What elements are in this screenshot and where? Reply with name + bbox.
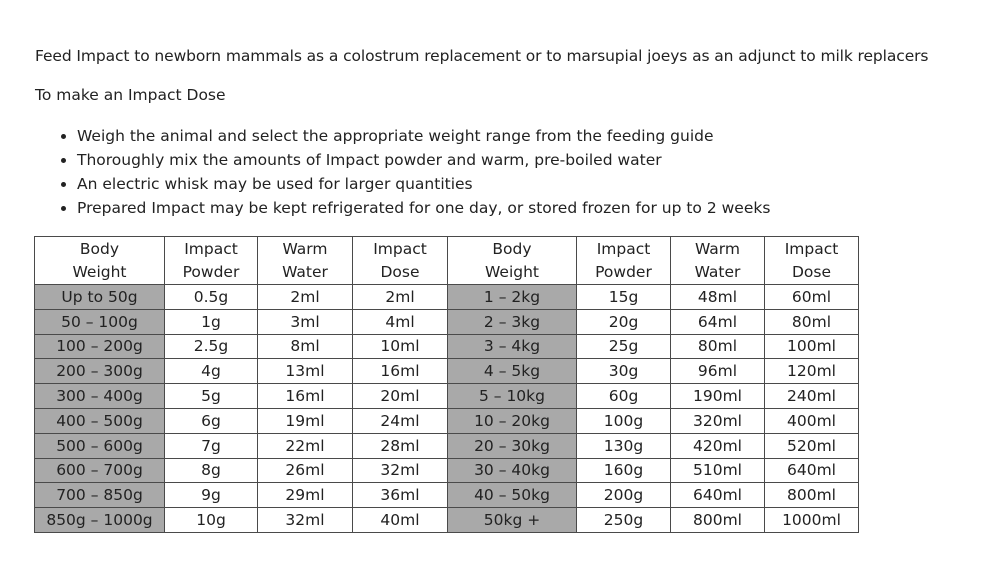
warm-water-cell: 19ml (258, 408, 353, 433)
impact-dose-cell: 40ml (353, 508, 448, 533)
impact-dose-cell: 10ml (353, 334, 448, 359)
impact-powder-cell: 1g (165, 309, 258, 334)
impact-powder-cell: 250g (577, 508, 671, 533)
body-weight-cell: 400 – 500g (35, 408, 165, 433)
header-impact-powder: Impact Powder (577, 237, 671, 285)
impact-powder-cell: 25g (577, 334, 671, 359)
impact-powder-cell: 7g (165, 433, 258, 458)
table-row (35, 384, 859, 409)
body-weight-cell: 50 – 100g (35, 309, 165, 334)
impact-powder-cell: 15g (577, 285, 671, 310)
header-body-weight: Body Weight (35, 237, 165, 285)
impact-powder-cell: 4g (165, 359, 258, 384)
body-weight-cell: 50kg + (448, 508, 577, 533)
warm-water-cell: 3ml (258, 309, 353, 334)
instruction-item: • Thoroughly mix the amounts of Impact powder and warm, pre-boiled water (77, 150, 770, 174)
instruction-item: • An electric whisk may be used for larger quantities (77, 174, 770, 198)
impact-dose-cell: 400ml (765, 408, 859, 433)
header-impact-dose: Impact Dose (353, 237, 448, 285)
impact-dose-cell: 32ml (353, 458, 448, 483)
warm-water-cell: 22ml (258, 433, 353, 458)
table-row (35, 359, 859, 384)
impact-powder-cell: 20g (577, 309, 671, 334)
impact-dose-cell: 36ml (353, 483, 448, 508)
impact-dose-cell: 20ml (353, 384, 448, 409)
table-row (35, 334, 859, 359)
table-row (35, 309, 859, 334)
instructions-list (60, 126, 770, 222)
body-weight-cell: 5 – 10kg (448, 384, 577, 409)
warm-water-cell: 190ml (671, 384, 765, 409)
impact-powder-cell: 100g (577, 408, 671, 433)
impact-dose-cell: 520ml (765, 433, 859, 458)
feeding-guide-table (34, 236, 859, 533)
body-weight-cell: 40 – 50kg (448, 483, 577, 508)
impact-dose-cell: 800ml (765, 483, 859, 508)
table-row (35, 433, 859, 458)
intro-text: Feed Impact to newborn mammals as a colostrum replacement or to marsupial joeys as an adjunct to milk replacers (35, 47, 929, 65)
impact-dose-cell: 2ml (353, 285, 448, 310)
warm-water-cell: 64ml (671, 309, 765, 334)
impact-dose-cell: 4ml (353, 309, 448, 334)
impact-powder-cell: 0.5g (165, 285, 258, 310)
warm-water-cell: 800ml (671, 508, 765, 533)
warm-water-cell: 29ml (258, 483, 353, 508)
header-warm-water: Warm Water (258, 237, 353, 285)
instruction-item: • Prepared Impact may be kept refrigerated for one day, or stored frozen for up to 2 weeks (77, 198, 770, 222)
warm-water-cell: 8ml (258, 334, 353, 359)
body-weight-cell: 1 – 2kg (448, 285, 577, 310)
table-row (35, 508, 859, 533)
impact-dose-cell: 640ml (765, 458, 859, 483)
header-body-weight: Body Weight (448, 237, 577, 285)
impact-dose-cell: 24ml (353, 408, 448, 433)
impact-dose-cell: 60ml (765, 285, 859, 310)
body-weight-cell: 300 – 400g (35, 384, 165, 409)
warm-water-cell: 32ml (258, 508, 353, 533)
impact-powder-cell: 200g (577, 483, 671, 508)
impact-dose-cell: 28ml (353, 433, 448, 458)
body-weight-cell: 850g – 1000g (35, 508, 165, 533)
warm-water-cell: 16ml (258, 384, 353, 409)
impact-dose-cell: 240ml (765, 384, 859, 409)
body-weight-cell: 30 – 40kg (448, 458, 577, 483)
warm-water-cell: 48ml (671, 285, 765, 310)
impact-powder-cell: 130g (577, 433, 671, 458)
body-weight-cell: 200 – 300g (35, 359, 165, 384)
body-weight-cell: 4 – 5kg (448, 359, 577, 384)
table-body (35, 285, 859, 533)
table-row (35, 483, 859, 508)
warm-water-cell: 26ml (258, 458, 353, 483)
impact-powder-cell: 6g (165, 408, 258, 433)
warm-water-cell: 640ml (671, 483, 765, 508)
body-weight-cell: 700 – 850g (35, 483, 165, 508)
impact-powder-cell: 2.5g (165, 334, 258, 359)
impact-powder-cell: 8g (165, 458, 258, 483)
warm-water-cell: 96ml (671, 359, 765, 384)
impact-powder-cell: 160g (577, 458, 671, 483)
table-row (35, 285, 859, 310)
warm-water-cell: 2ml (258, 285, 353, 310)
body-weight-cell: 3 – 4kg (448, 334, 577, 359)
warm-water-cell: 80ml (671, 334, 765, 359)
impact-powder-cell: 60g (577, 384, 671, 409)
header-impact-dose: Impact Dose (765, 237, 859, 285)
table-row (35, 458, 859, 483)
impact-powder-cell: 30g (577, 359, 671, 384)
impact-dose-cell: 80ml (765, 309, 859, 334)
table-header-row (35, 237, 859, 285)
warm-water-cell: 420ml (671, 433, 765, 458)
header-warm-water: Warm Water (671, 237, 765, 285)
impact-powder-cell: 9g (165, 483, 258, 508)
impact-powder-cell: 5g (165, 384, 258, 409)
impact-dose-cell: 120ml (765, 359, 859, 384)
body-weight-cell: 600 – 700g (35, 458, 165, 483)
header-impact-powder: Impact Powder (165, 237, 258, 285)
impact-dose-cell: 100ml (765, 334, 859, 359)
impact-powder-cell: 10g (165, 508, 258, 533)
body-weight-cell: 10 – 20kg (448, 408, 577, 433)
table-row (35, 408, 859, 433)
impact-dose-cell: 16ml (353, 359, 448, 384)
impact-dose-cell: 1000ml (765, 508, 859, 533)
warm-water-cell: 13ml (258, 359, 353, 384)
body-weight-cell: Up to 50g (35, 285, 165, 310)
instruction-item: • Weigh the animal and select the appropriate weight range from the feeding guide (77, 126, 770, 150)
warm-water-cell: 320ml (671, 408, 765, 433)
warm-water-cell: 510ml (671, 458, 765, 483)
body-weight-cell: 500 – 600g (35, 433, 165, 458)
body-weight-cell: 100 – 200g (35, 334, 165, 359)
body-weight-cell: 2 – 3kg (448, 309, 577, 334)
body-weight-cell: 20 – 30kg (448, 433, 577, 458)
dose-subheading: To make an Impact Dose (35, 86, 226, 104)
